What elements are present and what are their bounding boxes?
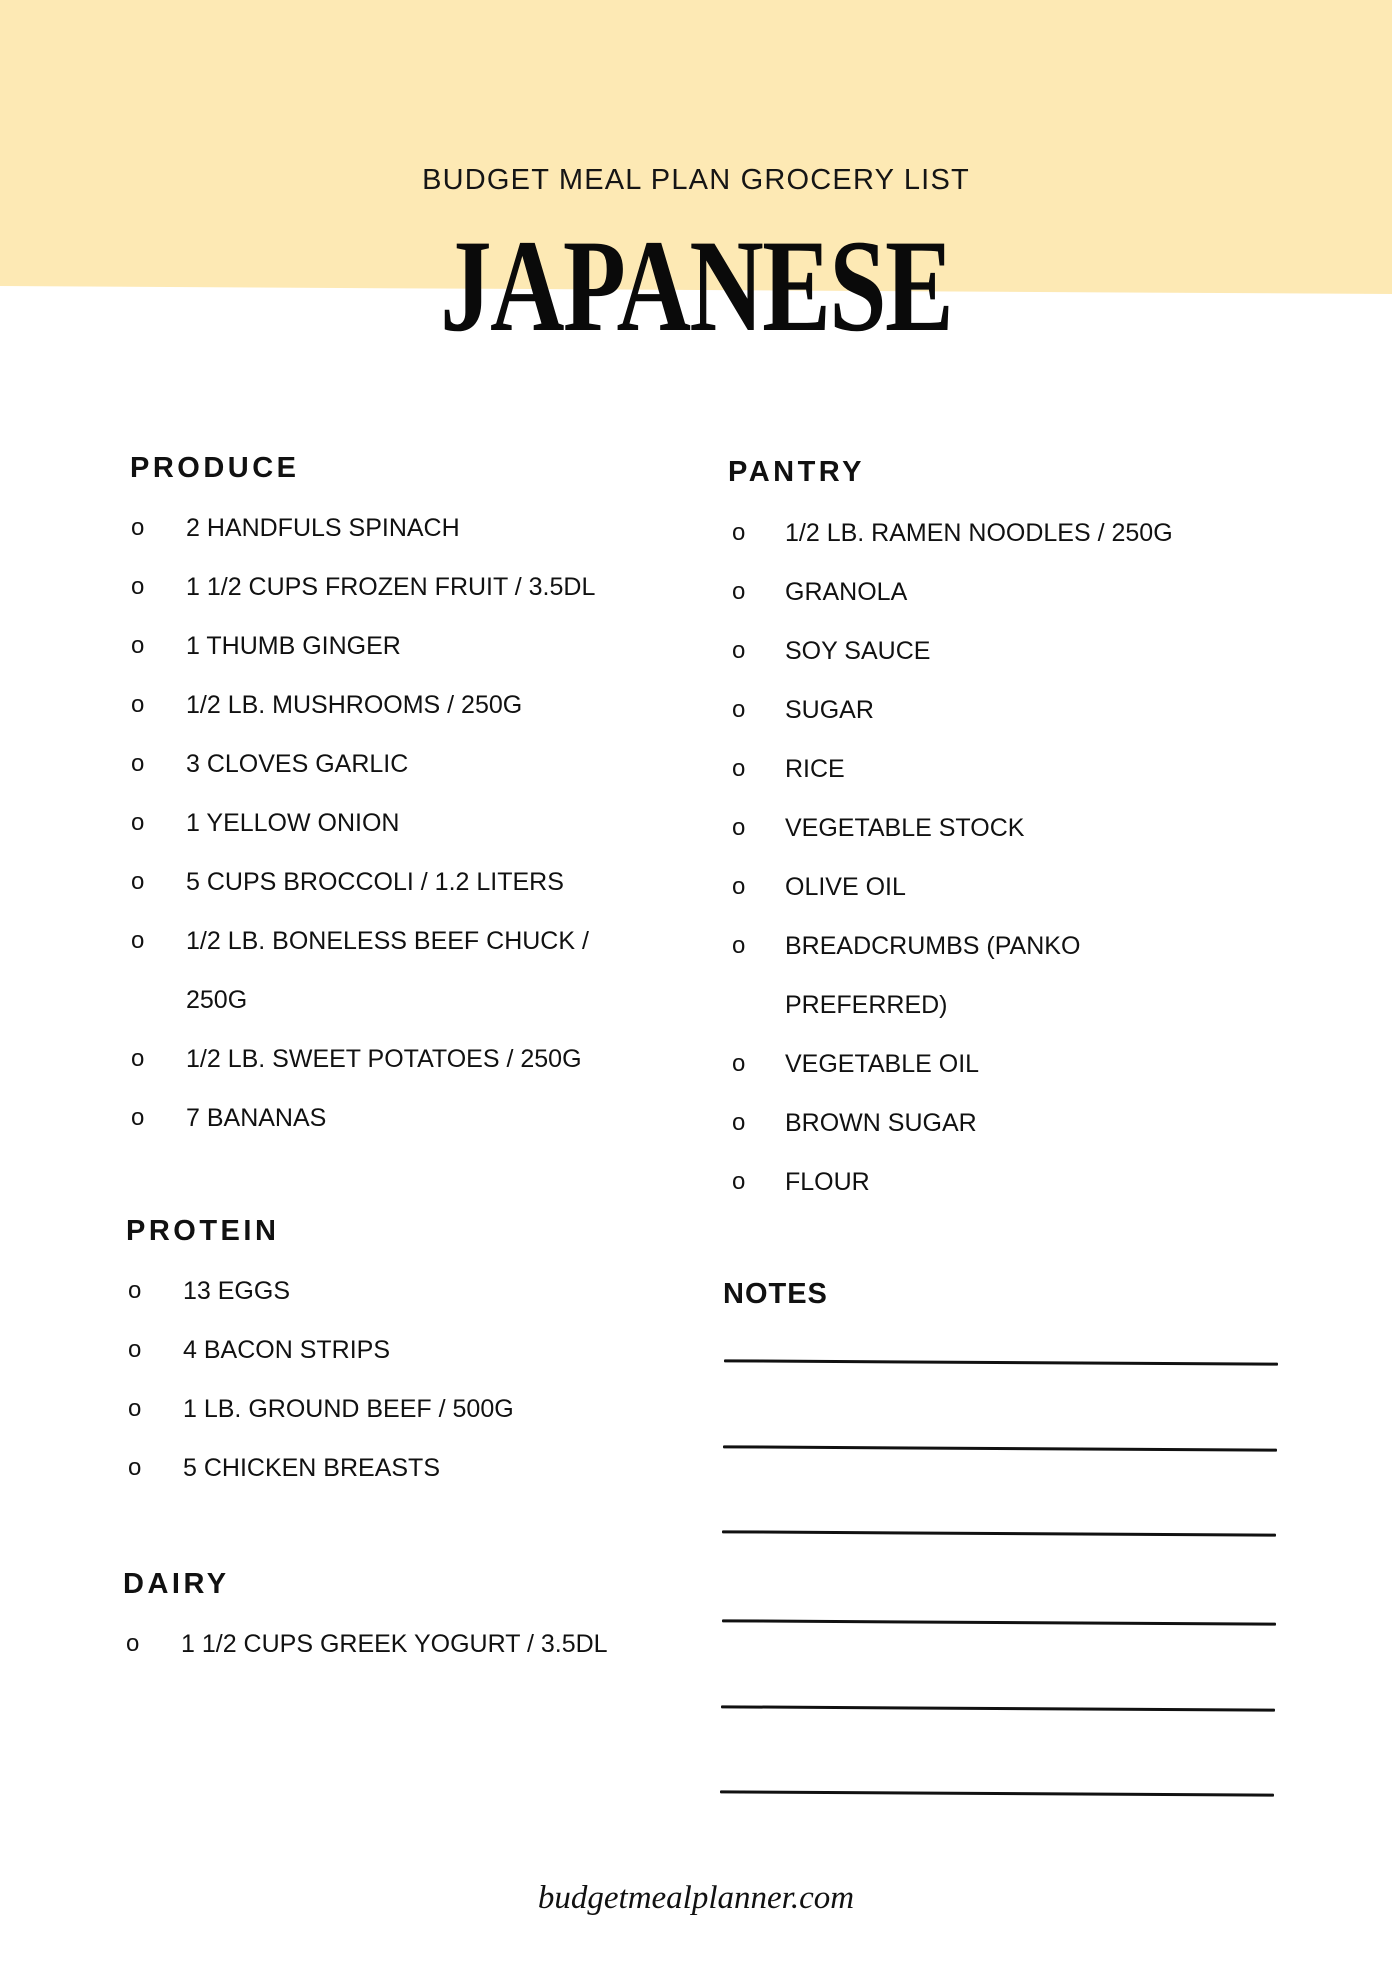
list-item-label bbox=[183, 1271, 290, 1330]
checkbox-bullet-icon[interactable]: o bbox=[732, 932, 746, 959]
list-item-label bbox=[186, 1039, 582, 1098]
dairy-list bbox=[126, 1624, 706, 1683]
list-item[interactable] bbox=[732, 690, 1292, 749]
protein-list bbox=[128, 1271, 688, 1507]
list-item-line: 1 1/2 CUPS GREEK YOGURT / 3.5DL bbox=[181, 1630, 608, 1658]
list-item[interactable] bbox=[131, 744, 691, 803]
checkbox-bullet-icon[interactable]: o bbox=[131, 927, 145, 954]
page-subtitle: BUDGET MEAL PLAN GROCERY LIST bbox=[422, 164, 970, 196]
list-item-label bbox=[186, 862, 564, 921]
list-item[interactable] bbox=[128, 1271, 688, 1330]
list-item-label bbox=[785, 867, 906, 926]
note-line[interactable] bbox=[723, 1445, 1277, 1451]
checkbox-bullet-icon[interactable]: o bbox=[126, 1630, 140, 1657]
list-item[interactable] bbox=[732, 1103, 1292, 1162]
list-item-label bbox=[183, 1330, 390, 1389]
list-item-label bbox=[186, 508, 460, 567]
list-item-label bbox=[186, 685, 522, 744]
list-item-label bbox=[785, 513, 1173, 572]
checkbox-bullet-icon[interactable]: o bbox=[128, 1395, 142, 1422]
list-item-line: VEGETABLE OIL bbox=[785, 1050, 980, 1078]
list-item[interactable] bbox=[732, 513, 1292, 572]
list-item[interactable] bbox=[131, 862, 691, 921]
list-item-label bbox=[186, 744, 408, 803]
checkbox-bullet-icon[interactable]: o bbox=[128, 1454, 142, 1481]
list-item-label bbox=[785, 749, 845, 808]
checkbox-bullet-icon[interactable]: o bbox=[732, 637, 746, 664]
list-item-line: 1 LB. GROUND BEEF / 500G bbox=[183, 1395, 514, 1423]
checkbox-bullet-icon[interactable]: o bbox=[732, 873, 746, 900]
list-item-label bbox=[785, 1162, 870, 1221]
list-item-label bbox=[183, 1448, 440, 1507]
list-item-label bbox=[785, 1103, 977, 1162]
checkbox-bullet-icon[interactable]: o bbox=[131, 1104, 145, 1131]
list-item[interactable] bbox=[128, 1389, 688, 1448]
list-item[interactable] bbox=[732, 749, 1292, 808]
list-item-line: 5 CHICKEN BREASTS bbox=[183, 1454, 441, 1482]
list-item[interactable] bbox=[131, 685, 691, 744]
produce-list bbox=[131, 508, 691, 1157]
list-item-line: 2 HANDFULS SPINACH bbox=[186, 514, 460, 542]
checkbox-bullet-icon[interactable]: o bbox=[732, 578, 746, 605]
list-item-label bbox=[785, 572, 907, 631]
list-item-label bbox=[186, 1098, 326, 1157]
list-item-line: 1/2 LB. BONELESS BEEF CHUCK / bbox=[186, 927, 589, 955]
note-line[interactable] bbox=[724, 1359, 1278, 1365]
checkbox-bullet-icon[interactable]: o bbox=[732, 755, 746, 782]
list-item-line: PREFERRED) bbox=[785, 991, 948, 1019]
checkbox-bullet-icon[interactable]: o bbox=[732, 519, 746, 546]
list-item[interactable] bbox=[131, 567, 691, 626]
list-item[interactable] bbox=[732, 631, 1292, 690]
list-item-line: BREADCRUMBS (PANKO bbox=[785, 932, 1081, 960]
list-item[interactable] bbox=[131, 1039, 691, 1098]
list-item-label bbox=[785, 631, 930, 690]
list-item[interactable] bbox=[732, 867, 1292, 926]
list-item-line: 1/2 LB. SWEET POTATOES / 250G bbox=[186, 1045, 582, 1073]
checkbox-bullet-icon[interactable]: o bbox=[131, 1045, 145, 1072]
list-item-line: 250G bbox=[186, 986, 248, 1014]
footer-website: budgetmealplanner.com bbox=[537, 1880, 855, 1916]
checkbox-bullet-icon[interactable]: o bbox=[131, 573, 145, 600]
list-item-line: BROWN SUGAR bbox=[785, 1109, 977, 1137]
list-item-label bbox=[186, 803, 400, 862]
list-item-line: 1 1/2 CUPS FROZEN FRUIT / 3.5DL bbox=[186, 573, 596, 601]
checkbox-bullet-icon[interactable]: o bbox=[128, 1336, 142, 1363]
list-item[interactable] bbox=[131, 803, 691, 862]
list-item-label bbox=[785, 808, 1024, 867]
list-item-line: 3 CLOVES GARLIC bbox=[186, 750, 409, 778]
list-item-line: RICE bbox=[785, 755, 845, 783]
checkbox-bullet-icon[interactable]: o bbox=[732, 696, 746, 723]
checkbox-bullet-icon[interactable]: o bbox=[732, 1168, 746, 1195]
list-item[interactable] bbox=[131, 508, 691, 567]
list-item-label bbox=[785, 1044, 979, 1103]
note-line[interactable] bbox=[722, 1530, 1276, 1536]
list-item-line: SOY SAUCE bbox=[785, 637, 931, 665]
list-item-line: OLIVE OIL bbox=[785, 873, 906, 901]
note-line[interactable] bbox=[721, 1705, 1275, 1711]
section-heading-dairy: DAIRY bbox=[123, 1568, 230, 1600]
checkbox-bullet-icon[interactable]: o bbox=[131, 868, 145, 895]
note-line[interactable] bbox=[720, 1790, 1274, 1796]
list-item-label bbox=[186, 921, 589, 1039]
checkbox-bullet-icon[interactable]: o bbox=[131, 691, 145, 718]
list-item[interactable] bbox=[131, 1098, 691, 1157]
list-item-label bbox=[181, 1624, 608, 1683]
list-item[interactable] bbox=[128, 1448, 688, 1507]
note-line[interactable] bbox=[722, 1619, 1276, 1625]
section-heading-notes: NOTES bbox=[723, 1278, 828, 1310]
list-item-line: FLOUR bbox=[785, 1168, 870, 1196]
pantry-list bbox=[732, 513, 1292, 1221]
list-item[interactable] bbox=[131, 626, 691, 685]
list-item-line: 13 EGGS bbox=[183, 1277, 290, 1305]
list-item-line: 7 BANANAS bbox=[186, 1104, 327, 1132]
list-item-line: 4 BACON STRIPS bbox=[183, 1336, 390, 1364]
list-item-line: SUGAR bbox=[785, 696, 874, 724]
checkbox-bullet-icon[interactable]: o bbox=[128, 1277, 142, 1304]
list-item-line: 5 CUPS BROCCOLI / 1.2 LITERS bbox=[186, 868, 564, 896]
list-item[interactable] bbox=[732, 1162, 1292, 1221]
list-item-label bbox=[186, 567, 595, 626]
checkbox-bullet-icon[interactable]: o bbox=[131, 514, 145, 541]
list-item-label bbox=[785, 690, 874, 749]
list-item-label bbox=[183, 1389, 514, 1448]
checkbox-bullet-icon[interactable]: o bbox=[732, 1109, 746, 1136]
section-heading-produce: PRODUCE bbox=[130, 452, 300, 484]
checkbox-bullet-icon[interactable]: o bbox=[131, 750, 145, 777]
page-title bbox=[0, 212, 1392, 359]
checkbox-bullet-icon[interactable]: o bbox=[732, 1050, 746, 1077]
section-heading-pantry: PANTRY bbox=[728, 456, 865, 488]
list-item-line: VEGETABLE STOCK bbox=[785, 814, 1025, 842]
page-title-text: JAPANESE bbox=[440, 212, 952, 359]
list-item[interactable] bbox=[732, 1044, 1292, 1103]
section-heading-protein: PROTEIN bbox=[126, 1215, 280, 1247]
list-item-line: 1/2 LB. RAMEN NOODLES / 250G bbox=[785, 519, 1173, 547]
list-item[interactable] bbox=[732, 572, 1292, 631]
checkbox-bullet-icon[interactable]: o bbox=[131, 809, 145, 836]
list-item[interactable] bbox=[128, 1330, 688, 1389]
checkbox-bullet-icon[interactable]: o bbox=[732, 814, 746, 841]
list-item[interactable] bbox=[131, 921, 691, 1039]
list-item-label bbox=[785, 926, 1080, 1044]
list-item-line: GRANOLA bbox=[785, 578, 908, 606]
list-item-line: 1/2 LB. MUSHROOMS / 250G bbox=[186, 691, 523, 719]
list-item-line: 1 YELLOW ONION bbox=[186, 809, 400, 837]
list-item-label bbox=[186, 626, 401, 685]
list-item[interactable] bbox=[732, 808, 1292, 867]
list-item[interactable] bbox=[732, 926, 1292, 1044]
list-item[interactable] bbox=[126, 1624, 706, 1683]
list-item-line: 1 THUMB GINGER bbox=[186, 632, 401, 660]
checkbox-bullet-icon[interactable]: o bbox=[131, 632, 145, 659]
